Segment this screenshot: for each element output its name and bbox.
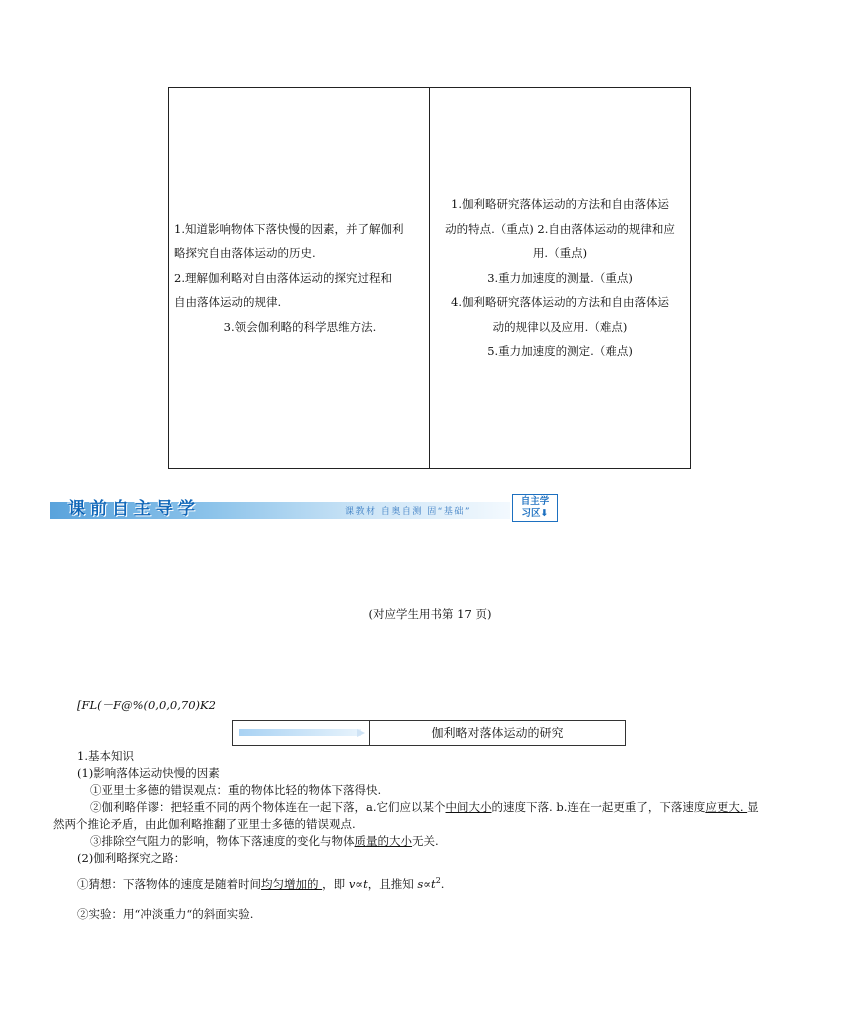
goal-line: 自由落体运动的规律. [174, 295, 282, 310]
goal-line: 1.知道影响物体下落快慢的因素，并了解伽利 [174, 221, 404, 236]
key-point-line: 4.伽利略研究落体运动的方法和自由落体运 [451, 295, 669, 310]
key-points-cell [430, 88, 690, 468]
text-span: . [440, 877, 445, 891]
paragraph-aristotle: ①亚里士多德的错误观点：重的物体比轻的物体下落得快. [90, 783, 382, 797]
text-span: ，即 [322, 877, 346, 891]
underlined-answer: 均匀增加的 [261, 877, 319, 891]
section-decoration [233, 721, 370, 745]
paragraph-galileo-paradox-cont: 然两个推论矛盾，由此伽利略推翻了亚里士多德的错误观点. [53, 817, 356, 831]
goal-line: 2.理解伽利略对自由落体运动的探究过程和 [174, 270, 392, 285]
goal-line: 3.领会伽利略的科学思维方法. [223, 319, 377, 334]
heading-galileo-path: (2)伽利略探究之路： [77, 851, 186, 865]
key-point-line: 1.伽利略研究落体运动的方法和自由落体运 [451, 197, 669, 212]
badge-line: 习区⬇ [521, 508, 549, 519]
banner-slogan: 课教材 自奥自测 固“基础” [345, 507, 472, 517]
section-heading-box [232, 720, 626, 746]
arrow-bar-icon [239, 729, 361, 736]
text-span: 的速度下落. b.连在一起更重了，下落速度 [491, 800, 706, 814]
key-point-line: 动的特点.（重点) 2.自由落体运动的规律和应 [445, 221, 675, 236]
underlined-answer: 应更大. [705, 800, 744, 814]
section-title: 伽利略对落体运动的研究 [431, 726, 564, 740]
badge-line: 自主学 [520, 496, 550, 507]
formula-exponent: 2 [435, 876, 441, 886]
paragraph-experiment: ②实验：用“冲淡重力“的斜面实验. [77, 907, 254, 921]
underlined-answer: 中间大小 [445, 800, 492, 814]
text-span: ，且推知 [367, 877, 414, 891]
text-span: 显 [747, 800, 759, 814]
paragraph-galileo-paradox [77, 799, 789, 816]
page-reference: (对应学生用书第 17 页) [368, 607, 492, 621]
heading-basic-knowledge: 1.基本知识 [77, 749, 134, 763]
heading-factors: (1)影响落体运动快慢的因素 [77, 766, 220, 780]
text-span: 无关. [412, 834, 439, 848]
text-span: ①猜想：下落物体的速度是随着时间 [77, 877, 261, 891]
formula-s-t: s∝t [417, 877, 436, 891]
key-point-line: 动的规律以及应用.（难点) [492, 319, 628, 334]
arrow-head-icon [357, 729, 365, 737]
formula-v-t: v∝t [348, 877, 368, 891]
underlined-answer: 质量的大小 [354, 834, 412, 848]
key-point-line: 5.重力加速度的测定.（难点) [487, 344, 633, 359]
key-point-line: 用.（重点) [532, 246, 588, 261]
learning-goals-table [168, 87, 691, 469]
text-span: ③排除空气阻力的影响，物体下落速度的变化与物体 [90, 834, 355, 848]
learning-goals-cell [169, 88, 430, 468]
goal-line: 略探究自由落体运动的历史. [174, 246, 316, 261]
typesetting-code: [FL(－F@%(0,0,0,70)K2 [77, 698, 216, 712]
self-study-badge [512, 494, 558, 522]
key-point-line: 3.重力加速度的测量.（重点) [487, 270, 633, 285]
paragraph-air-resistance [77, 833, 802, 850]
paragraph-hypothesis [77, 876, 789, 893]
preview-banner [50, 490, 564, 526]
banner-title: 课前自主导学 [68, 499, 200, 519]
text-span: ②伽利略佯谬：把轻重不同的两个物体连在一起下落，a.它们应以某个 [90, 800, 446, 814]
